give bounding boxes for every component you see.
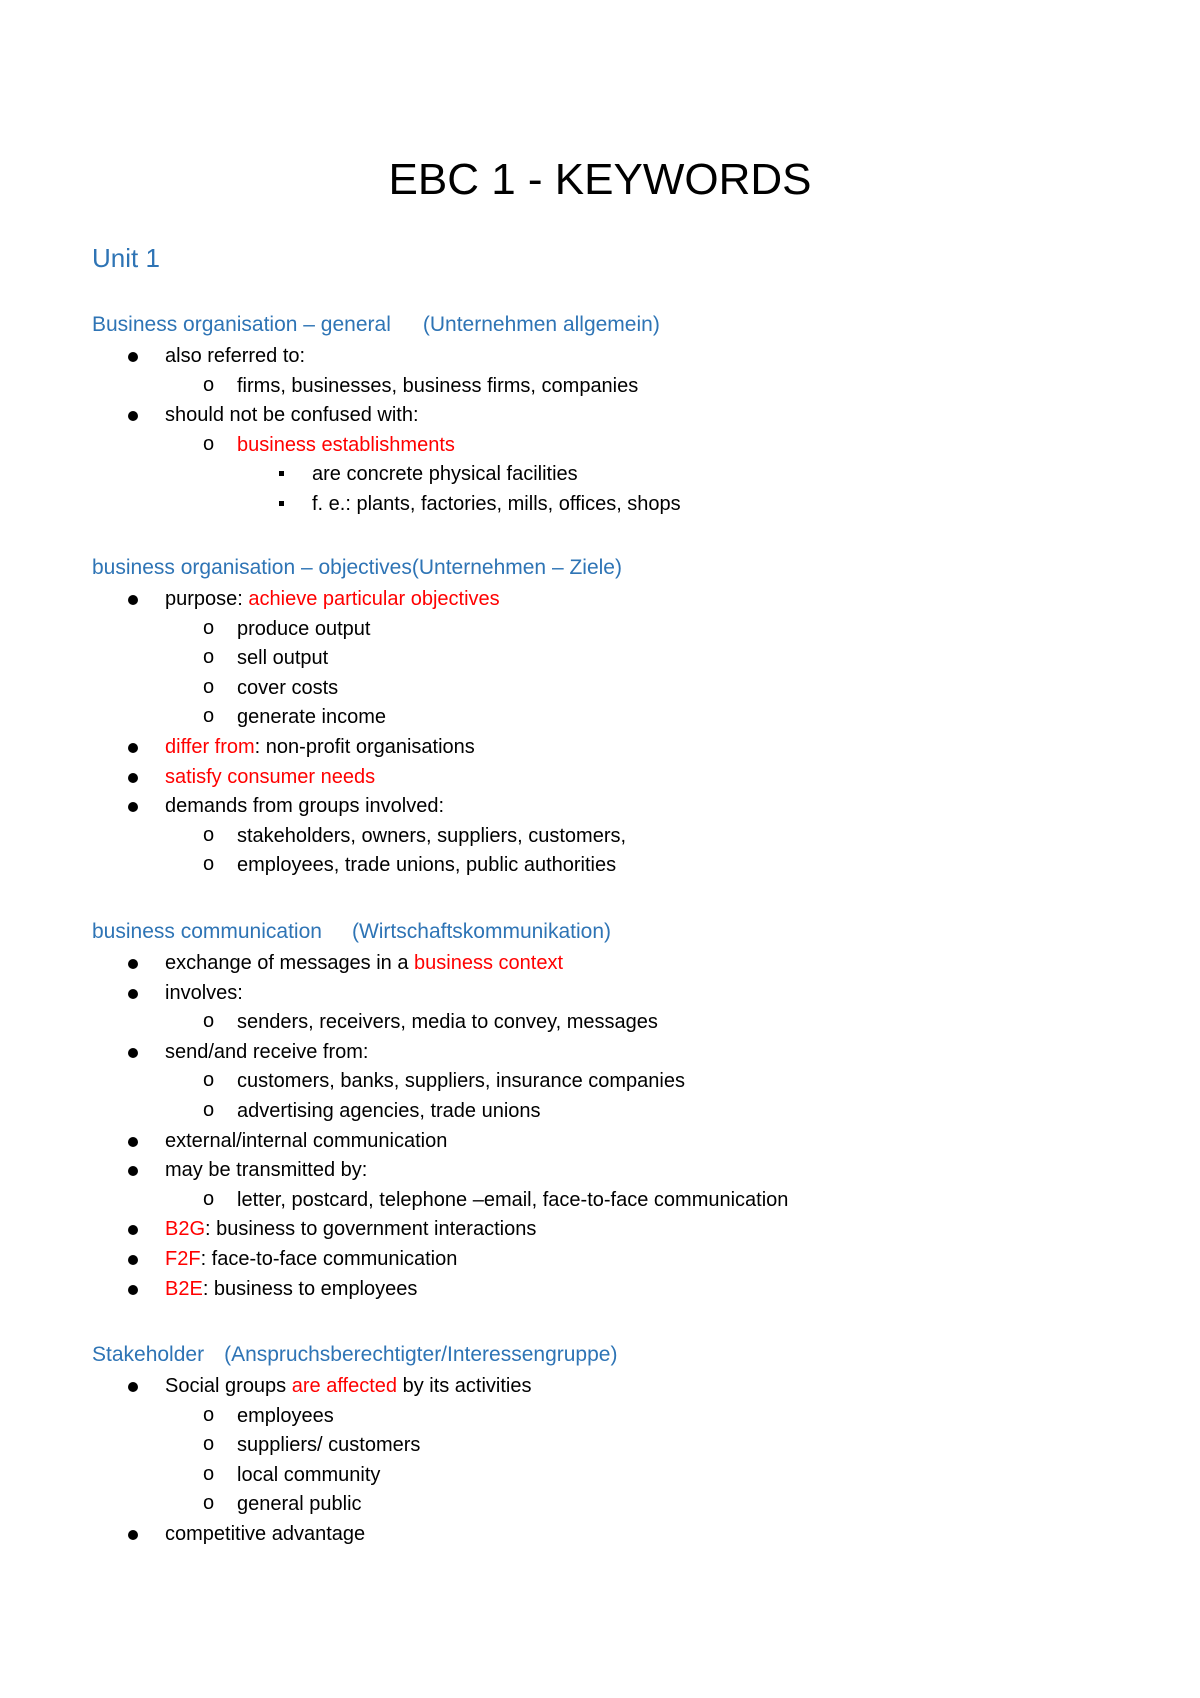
item-text: involves: [165, 982, 243, 1004]
section-heading-de: (Anspruchsberechtigter/Interessengruppe) [224, 1343, 618, 1366]
bullet-circle-icon: o [203, 1492, 215, 1514]
list-item-text [165, 794, 444, 818]
bullet-square-icon [279, 471, 284, 476]
list-item-text [165, 1129, 447, 1153]
section-heading-en: business communication [92, 920, 322, 943]
highlighted-term: B2E [165, 1278, 203, 1300]
bullet-disc-icon [128, 743, 138, 753]
item-text-after: : business to government interactions [205, 1218, 537, 1240]
item-text: purpose: [165, 588, 249, 610]
list-item-text [237, 433, 455, 457]
item-text: sell output [237, 647, 329, 669]
bullet-circle-icon: o [203, 853, 215, 875]
list-item-text [165, 1040, 368, 1064]
list-item-text [237, 824, 626, 848]
list-item-text [165, 1277, 417, 1301]
item-text: send/and receive from: [165, 1041, 369, 1063]
list-item-text [237, 1069, 685, 1093]
highlighted-term: satisfy consumer needs [165, 766, 376, 788]
list-item-text [237, 676, 338, 700]
item-text: should not be confused with: [165, 404, 419, 426]
item-text: also referred to: [165, 345, 306, 367]
list-item-text [237, 1188, 788, 1212]
bullet-circle-icon: o [203, 824, 215, 846]
item-text: are concrete physical facilities [312, 463, 578, 485]
list-item-text [312, 492, 681, 516]
list-item-text [237, 1404, 334, 1428]
item-text: general public [237, 1493, 362, 1515]
list-item-text [237, 1433, 420, 1457]
section-heading-en: Business organisation – general [92, 313, 391, 336]
highlighted-term: differ from [165, 736, 255, 758]
section-heading-en: Stakeholder [92, 1343, 205, 1366]
bullet-disc-icon [128, 595, 138, 605]
section-heading [92, 556, 622, 580]
bullet-circle-icon: o [203, 1463, 215, 1485]
section-heading-de: (Wirtschaftskommunikation) [351, 920, 612, 943]
highlighted-term: business establishments [237, 434, 455, 456]
item-text: stakeholders, owners, suppliers, customers, [237, 825, 627, 847]
highlighted-term: achieve particular objectives [248, 588, 500, 610]
list-item-text [165, 1374, 532, 1398]
list-item-text [312, 462, 578, 486]
bullet-square-icon [279, 501, 284, 506]
item-text: Social groups [165, 1375, 292, 1397]
item-text-after: : business to employees [202, 1278, 418, 1300]
item-text: may be transmitted by: [165, 1159, 368, 1181]
list-item-text [165, 735, 475, 759]
bullet-circle-icon: o [203, 705, 215, 727]
bullet-disc-icon [128, 352, 138, 362]
list-item-text [165, 1158, 367, 1182]
item-text: customers, banks, suppliers, insurance companies [237, 1070, 685, 1092]
item-text: firms, businesses, business firms, companies [237, 375, 639, 397]
item-text: letter, postcard, telephone –email, face-to-face communication [237, 1189, 789, 1211]
item-text: f. e.: plants, factories, mills, offices, shops [312, 493, 681, 515]
bullet-circle-icon: o [203, 1433, 215, 1455]
list-item-text [165, 765, 375, 789]
bullet-circle-icon: o [203, 617, 215, 639]
bullet-disc-icon [128, 1048, 138, 1058]
item-text: senders, receivers, media to convey, messages [237, 1011, 658, 1033]
highlighted-term: F2F [165, 1248, 201, 1270]
list-item-text [165, 1217, 536, 1241]
list-item-text [165, 1522, 365, 1546]
list-item-text [237, 853, 616, 877]
bullet-disc-icon [128, 989, 138, 999]
bullet-disc-icon [128, 959, 138, 969]
bullet-disc-icon [128, 1225, 138, 1235]
list-item-text [237, 1492, 362, 1516]
list-item-text [237, 374, 638, 398]
list-item-text [165, 587, 500, 611]
item-text: generate income [237, 706, 386, 728]
item-text-after: : face-to-face communication [200, 1248, 458, 1270]
item-text: produce output [237, 618, 371, 640]
section-heading-de: (Unternehmen – Ziele) [411, 556, 622, 579]
bullet-circle-icon: o [203, 1404, 215, 1426]
bullet-circle-icon: o [203, 1010, 215, 1032]
item-text: advertising agencies, trade unions [237, 1100, 541, 1122]
bullet-circle-icon: o [203, 1099, 215, 1121]
bullet-circle-icon: o [203, 1188, 215, 1210]
bullet-disc-icon [128, 802, 138, 812]
bullet-circle-icon: o [203, 676, 215, 698]
highlighted-term: business context [414, 952, 564, 974]
highlighted-term: B2G [165, 1218, 206, 1240]
highlighted-term: are affected [291, 1375, 398, 1397]
bullet-disc-icon [128, 1382, 138, 1392]
bullet-disc-icon [128, 1166, 138, 1176]
section-heading [92, 1343, 617, 1367]
list-item-text [237, 1463, 380, 1487]
section-heading [92, 920, 611, 944]
bullet-circle-icon: o [203, 433, 215, 455]
bullet-circle-icon: o [203, 646, 215, 668]
item-text: exchange of messages in a [165, 952, 415, 974]
list-item-text [237, 1010, 658, 1034]
item-text: cover costs [237, 677, 339, 699]
list-item-text [165, 344, 305, 368]
list-item-text [165, 403, 419, 427]
bullet-disc-icon [128, 1285, 138, 1295]
bullet-disc-icon [128, 773, 138, 783]
bullet-disc-icon [128, 1137, 138, 1147]
section-heading [92, 313, 660, 337]
bullet-circle-icon: o [203, 1069, 215, 1091]
item-text-after: by its activities [397, 1375, 532, 1397]
item-text: external/internal communication [165, 1130, 448, 1152]
item-text-after: : non-profit organisations [254, 736, 475, 758]
item-text: demands from groups involved: [165, 795, 445, 817]
bullet-disc-icon [128, 1255, 138, 1265]
list-item-text [165, 1247, 457, 1271]
list-item-text [237, 617, 370, 641]
list-item-text [237, 705, 386, 729]
list-item-text [165, 951, 563, 975]
item-text: competitive advantage [165, 1523, 366, 1545]
bullet-circle-icon: o [203, 374, 215, 396]
item-text: local community [237, 1464, 381, 1486]
bullet-disc-icon [128, 411, 138, 421]
item-text: employees, trade unions, public authorities [237, 854, 617, 876]
bullet-disc-icon [128, 1530, 138, 1540]
section-heading-de: (Unternehmen allgemein) [422, 313, 660, 336]
item-text: employees [237, 1405, 334, 1427]
list-item-text [237, 1099, 541, 1123]
list-item-text [237, 646, 328, 670]
list-item-text [165, 981, 243, 1005]
item-text: suppliers/ customers [237, 1434, 421, 1456]
unit-heading: Unit 1 [92, 243, 160, 273]
section-heading-en: business organisation – objectives [92, 556, 412, 579]
page-title: EBC 1 - KEYWORDS [388, 155, 812, 204]
